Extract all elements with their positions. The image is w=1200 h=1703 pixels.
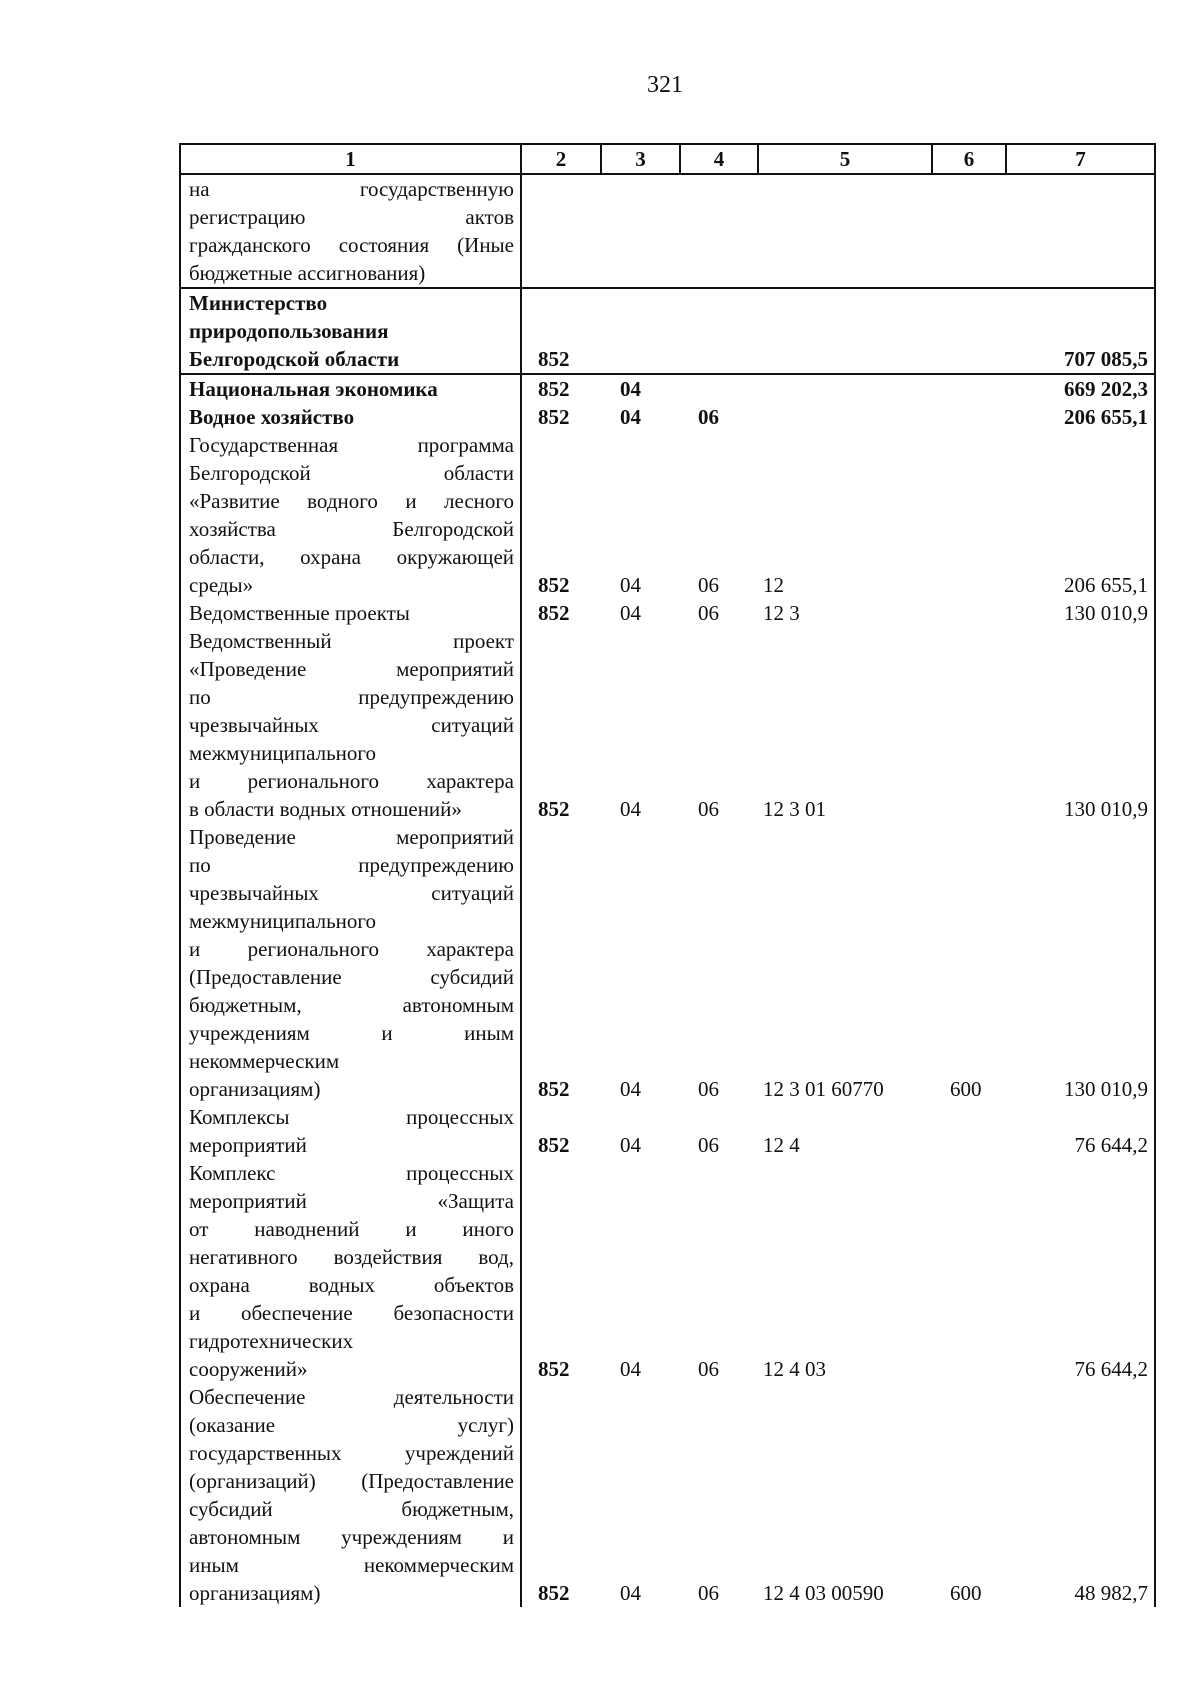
description-line: Водное хозяйство (189, 405, 355, 429)
row-code-section (602, 289, 681, 373)
table-body (181, 175, 1154, 1607)
row-code-subsection (681, 1383, 759, 1607)
row-code-ministry-value: 852 (538, 1581, 570, 1605)
row-code-expense-type (933, 431, 1007, 599)
description-line: в области водных отношений» (189, 797, 462, 821)
description-line: Обеспечение деятельности (189, 1385, 514, 1409)
budget-table (179, 143, 1156, 1607)
row-amount-value: 48 982,7 (1074, 1581, 1148, 1605)
row-code-ministry-value: 852 (538, 797, 570, 821)
description-line: мероприятий (189, 1133, 307, 1157)
row-code-target (759, 403, 933, 431)
row-amount (1007, 627, 1154, 823)
page-number: 321 (647, 72, 683, 98)
row-amount (1007, 175, 1154, 287)
row-code-expense-type (933, 1103, 1007, 1159)
row-code-target (759, 1159, 933, 1383)
description-line: негативного воздействия вод, (189, 1245, 514, 1269)
row-code-section-value: 04 (620, 1077, 641, 1101)
row-code-ministry-value: 852 (538, 347, 570, 371)
description-line: регистрацию актов (189, 205, 514, 229)
description-line: охрана водных объектов (189, 1273, 514, 1297)
row-code-expense-type (933, 627, 1007, 823)
row-code-target (759, 1103, 933, 1159)
row-amount (1007, 1103, 1154, 1159)
row-code-ministry-value: 852 (538, 601, 570, 625)
row-code-section (602, 403, 681, 431)
description-line: хозяйства Белгородской (189, 517, 514, 541)
row-amount-value: 76 644,2 (1074, 1133, 1148, 1157)
row-amount-value: 76 644,2 (1074, 1357, 1148, 1381)
table-row (181, 1103, 1154, 1159)
row-description (181, 1383, 522, 1607)
description-line: от наводнений и иного (189, 1217, 514, 1241)
row-code-subsection (681, 175, 759, 287)
row-code-ministry (522, 403, 602, 431)
row-code-section-value: 04 (620, 797, 641, 821)
description-line: (организаций) (Предоставление (189, 1469, 514, 1493)
table-row (181, 287, 1154, 373)
description-line: области, охрана окружающей (189, 545, 514, 569)
row-code-ministry-value: 852 (538, 377, 570, 401)
description-line: по предупреждению (189, 853, 514, 877)
row-amount (1007, 289, 1154, 373)
description-line: Государственная программа (189, 433, 514, 457)
row-code-subsection (681, 823, 759, 1103)
header-col-2: 2 (522, 145, 602, 173)
row-description (181, 431, 522, 599)
row-amount (1007, 823, 1154, 1103)
description-line: Проведение мероприятий (189, 825, 514, 849)
row-code-target-value: 12 4 (763, 1133, 800, 1157)
row-description (181, 1159, 522, 1383)
row-code-subsection-value: 06 (698, 601, 719, 625)
row-code-ministry (522, 823, 602, 1103)
row-code-subsection (681, 1103, 759, 1159)
description-line: автономным учреждениям и (189, 1525, 514, 1549)
row-description (181, 289, 522, 373)
description-line: бюджетные ассигнования) (189, 261, 426, 285)
row-code-section-value: 04 (620, 1581, 641, 1605)
row-code-subsection-value: 06 (698, 573, 719, 597)
header-col-4: 4 (681, 145, 759, 173)
description-line: мероприятий «Защита (189, 1189, 514, 1213)
description-line: и регионального характера (189, 937, 514, 961)
description-line: иным некоммерческим (189, 1553, 514, 1577)
row-code-ministry (522, 599, 602, 627)
row-code-subsection (681, 403, 759, 431)
row-code-expense-type-value: 600 (950, 1581, 982, 1605)
row-amount (1007, 599, 1154, 627)
table-row (181, 627, 1154, 823)
description-line: природопользования (189, 319, 389, 343)
row-code-ministry-value: 852 (538, 573, 570, 597)
row-code-section (602, 599, 681, 627)
description-line: чрезвычайных ситуаций (189, 713, 514, 737)
row-amount-value: 130 010,9 (1064, 601, 1148, 625)
row-code-expense-type (933, 599, 1007, 627)
header-col-1: 1 (181, 145, 522, 173)
description-line: и обеспечение безопасности (189, 1301, 514, 1325)
row-code-ministry-value: 852 (538, 405, 570, 429)
row-code-section-value: 04 (620, 405, 641, 429)
description-line: субсидий бюджетным, (189, 1497, 514, 1521)
row-code-expense-type (933, 1159, 1007, 1383)
row-code-subsection (681, 431, 759, 599)
row-code-section-value: 04 (620, 377, 641, 401)
row-description (181, 627, 522, 823)
row-code-subsection (681, 289, 759, 373)
row-code-expense-type (933, 375, 1007, 403)
row-code-subsection (681, 1159, 759, 1383)
table-row (181, 1159, 1154, 1383)
row-description (181, 599, 522, 627)
description-line: Комплексы процессных (189, 1105, 514, 1129)
row-code-subsection (681, 627, 759, 823)
row-code-ministry-value: 852 (538, 1357, 570, 1381)
row-amount-value: 130 010,9 (1064, 797, 1148, 821)
row-code-section (602, 1103, 681, 1159)
row-code-section-value: 04 (620, 601, 641, 625)
description-line: Национальная экономика (189, 377, 438, 401)
row-code-subsection-value: 06 (698, 797, 719, 821)
row-code-section (602, 431, 681, 599)
description-line: некоммерческим (189, 1049, 340, 1073)
description-line: Белгородской области (189, 461, 514, 485)
row-code-subsection-value: 06 (698, 1581, 719, 1605)
header-col-7: 7 (1075, 147, 1086, 171)
description-line: на государственную (189, 177, 514, 201)
description-line: по предупреждению (189, 685, 514, 709)
row-code-expense-type (933, 823, 1007, 1103)
row-amount-value: 707 085,5 (1064, 347, 1148, 371)
row-code-expense-type (933, 403, 1007, 431)
row-code-target (759, 1383, 933, 1607)
row-amount (1007, 431, 1154, 599)
row-code-ministry (522, 175, 602, 287)
row-code-target-value: 12 4 03 (763, 1357, 826, 1381)
row-amount (1007, 403, 1154, 431)
row-code-subsection-value: 06 (698, 1077, 719, 1101)
row-description (181, 175, 522, 287)
row-code-target-value: 12 3 (763, 601, 800, 625)
description-line: «Проведение мероприятий (189, 657, 514, 681)
description-line: бюджетным, автономным (189, 993, 514, 1017)
row-code-section (602, 1159, 681, 1383)
row-code-section (602, 375, 681, 403)
row-code-section-value: 04 (620, 573, 641, 597)
row-code-ministry (522, 375, 602, 403)
description-line: среды» (189, 573, 254, 597)
description-line: «Развитие водного и лесного (189, 489, 514, 513)
row-code-target (759, 175, 933, 287)
row-code-ministry (522, 627, 602, 823)
header-col-5: 5 (759, 145, 933, 173)
row-code-subsection-value: 06 (698, 1133, 719, 1157)
row-code-section (602, 823, 681, 1103)
row-code-section-value: 04 (620, 1357, 641, 1381)
row-code-ministry-value: 852 (538, 1077, 570, 1101)
row-code-target-value: 12 (763, 573, 784, 597)
table-row (181, 431, 1154, 599)
description-line: Ведомственный проект (189, 629, 514, 653)
row-code-subsection-value: 06 (698, 1357, 719, 1381)
description-line: межмуниципального (189, 741, 376, 765)
description-line: организациям) (189, 1581, 321, 1605)
row-amount-value: 206 655,1 (1064, 573, 1148, 597)
description-line: (оказание услуг) (189, 1413, 514, 1437)
row-amount (1007, 1159, 1154, 1383)
row-code-ministry (522, 1159, 602, 1383)
row-code-section (602, 175, 681, 287)
row-description (181, 375, 522, 403)
table-header-row (181, 145, 1154, 175)
row-code-expense-type (933, 289, 1007, 373)
description-line: сооружений» (189, 1357, 308, 1381)
description-line: Министерство (189, 291, 328, 315)
description-line: Комплекс процессных (189, 1161, 514, 1185)
row-code-ministry (522, 431, 602, 599)
row-code-section-value: 04 (620, 1133, 641, 1157)
table-row (181, 599, 1154, 627)
row-amount-value: 669 202,3 (1064, 377, 1148, 401)
description-line: гидротехнических (189, 1329, 354, 1353)
row-code-target (759, 823, 933, 1103)
description-line: (Предоставление субсидий (189, 965, 514, 989)
table-row (181, 175, 1154, 287)
description-line: межмуниципального (189, 909, 376, 933)
description-line: гражданского состояния (Иные (189, 233, 514, 257)
description-line: организациям) (189, 1077, 321, 1101)
header-col-6: 6 (933, 145, 1007, 173)
row-amount-value: 206 655,1 (1064, 405, 1148, 429)
row-code-target (759, 289, 933, 373)
row-description (181, 403, 522, 431)
row-code-target-value: 12 3 01 (763, 797, 826, 821)
row-amount-value: 130 010,9 (1064, 1077, 1148, 1101)
row-code-subsection (681, 375, 759, 403)
row-code-target (759, 375, 933, 403)
row-amount (1007, 375, 1154, 403)
description-line: и регионального характера (189, 769, 514, 793)
row-code-ministry (522, 1103, 602, 1159)
row-code-section (602, 627, 681, 823)
row-description (181, 1103, 522, 1159)
row-code-target (759, 431, 933, 599)
table-row (181, 1383, 1154, 1607)
description-line: государственных учреждений (189, 1441, 514, 1465)
row-code-ministry (522, 1383, 602, 1607)
row-code-expense-type-value: 600 (950, 1077, 982, 1101)
row-code-section (602, 1383, 681, 1607)
description-line: чрезвычайных ситуаций (189, 881, 514, 905)
table-row (181, 373, 1154, 403)
description-line: Белгородской области (189, 347, 400, 371)
description-line: Ведомственные проекты (189, 601, 410, 625)
row-code-subsection (681, 599, 759, 627)
row-description (181, 823, 522, 1103)
row-code-target (759, 627, 933, 823)
row-code-target-value: 12 4 03 00590 (763, 1581, 884, 1605)
row-code-target (759, 599, 933, 627)
row-code-subsection-value: 06 (698, 405, 719, 429)
row-code-ministry (522, 289, 602, 373)
table-row (181, 823, 1154, 1103)
row-amount (1007, 1383, 1154, 1607)
header-col-3: 3 (602, 145, 681, 173)
row-code-ministry-value: 852 (538, 1133, 570, 1157)
description-line: учреждениям и иным (189, 1021, 514, 1045)
row-code-target-value: 12 3 01 60770 (763, 1077, 884, 1101)
table-row (181, 403, 1154, 431)
row-code-expense-type (933, 1383, 1007, 1607)
row-code-expense-type (933, 175, 1007, 287)
